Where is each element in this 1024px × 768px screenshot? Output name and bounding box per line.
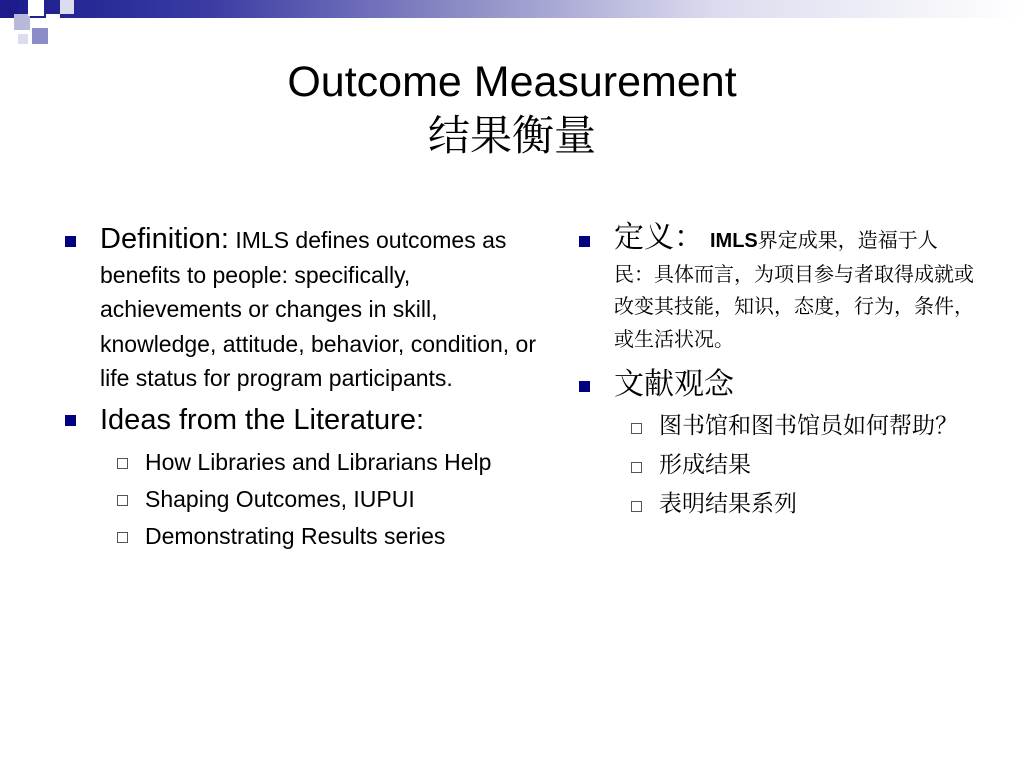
hollow-square-bullet-icon <box>117 532 128 543</box>
slide-title-chinese: 结果衡量 <box>427 111 596 160</box>
slide-title: Outcome Measurement <box>287 58 737 106</box>
sub-list-text-chinese: 形成结果 <box>659 452 751 478</box>
definition-item <box>62 222 542 396</box>
definition-label: Definition: <box>100 223 229 255</box>
ideas-label-chinese: 文献观念 <box>614 367 734 402</box>
sub-list-item <box>62 518 542 555</box>
hollow-square-bullet-icon <box>631 501 642 512</box>
sub-list-text: How Libraries and Librarians Help <box>145 448 492 475</box>
sub-list-item-chinese <box>576 487 959 521</box>
sub-list-item <box>62 481 542 518</box>
filled-square-bullet-icon <box>65 236 76 247</box>
hollow-square-bullet-icon <box>631 462 642 473</box>
right-column <box>576 222 976 526</box>
left-column <box>62 222 542 555</box>
definition-item-chinese <box>576 222 976 355</box>
sub-list-item-chinese <box>576 448 959 482</box>
hollow-square-bullet-icon <box>117 458 128 469</box>
ideas-item-chinese <box>576 365 976 405</box>
ideas-label: Ideas from the Literature: <box>100 403 424 436</box>
definition-text-chinese: 界定成果，造福于人民：具体而言，为项目参与者取得成就或改变其技能，知识，态度，行为，条件，或生活状况。 <box>614 228 974 351</box>
sub-list-text: Shaping Outcomes, IUPUI <box>145 485 415 512</box>
ideas-item <box>62 402 542 438</box>
sub-list-text-chinese: 表明结果系列 <box>659 491 797 517</box>
sub-list-text: Demonstrating Results series <box>145 522 446 549</box>
sub-list-item <box>62 444 542 481</box>
sub-list-item-chinese <box>576 409 959 443</box>
filled-square-bullet-icon <box>579 381 590 392</box>
definition-text: IMLS defines outcomes as benefits to people: specifically, achievements or changes in skill, knowledge, attitude, behavior, condition, or life status for program participants. <box>100 227 537 391</box>
hollow-square-bullet-icon <box>631 423 642 434</box>
hollow-square-bullet-icon <box>117 495 128 506</box>
header-gradient-band <box>0 0 1024 18</box>
definition-label-chinese: 定义： <box>614 220 704 255</box>
imls-text: IMLS <box>710 230 758 252</box>
filled-square-bullet-icon <box>579 236 590 247</box>
filled-square-bullet-icon <box>65 415 76 426</box>
sub-list-text-chinese: 图书馆和图书馆员如何帮助？ <box>659 413 958 439</box>
